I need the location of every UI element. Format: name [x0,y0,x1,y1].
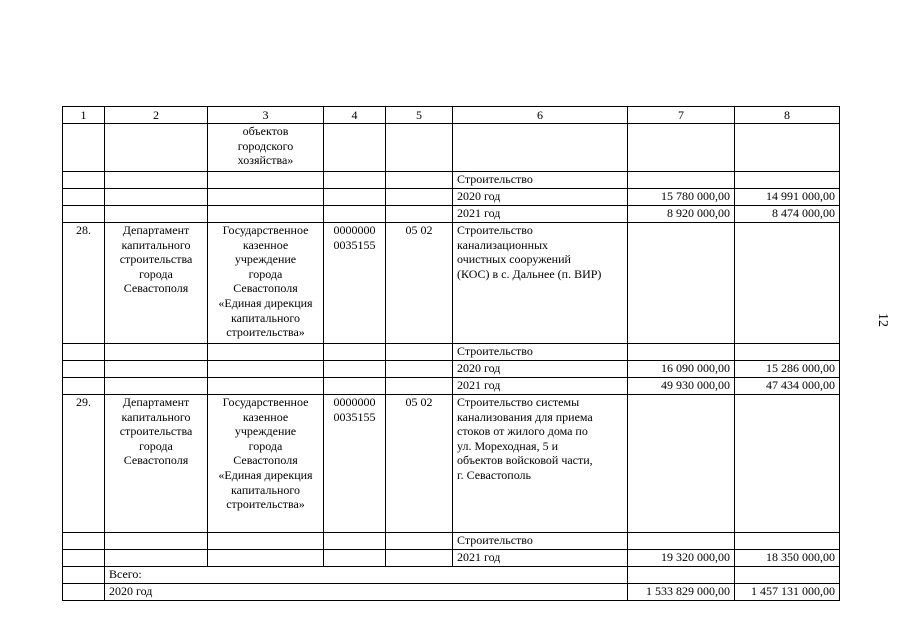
table-cell-col1: 28. [63,223,105,344]
table-cell-col7 [628,172,735,189]
table-cell-col7 [628,567,735,584]
column-header-4: 4 [324,107,386,124]
table-cell-col4 [324,344,386,361]
table-cell-col7: 49 930 000,00 [628,378,735,395]
table-cell-col1 [63,189,105,206]
table-cell-col2 [105,172,208,189]
table-cell-col3 [208,172,324,189]
table-cell-col5 [386,206,453,223]
table-cell-col6: Строительство системы канализования для приема стоков от жилого дома по ул. Мореходная, 5 и объектов войсковой части, г. Севастополь [453,395,628,533]
table-cell-col3 [208,189,324,206]
table-cell-col4 [324,550,386,567]
table-cell-col4 [324,378,386,395]
table-cell-col4 [324,172,386,189]
table-cell-col7: 8 920 000,00 [628,206,735,223]
table-cell-col6: 2021 год [453,550,628,567]
table-cell-col8: 15 286 000,00 [735,361,840,378]
table-row [63,533,840,550]
table-cell-col6: Строительство канализационных очистных сооружений (КОС) в с. Дальнее (п. ВИР) [453,223,628,344]
table-cell-col3 [208,378,324,395]
column-header-2: 2 [105,107,208,124]
table-cell-col5 [386,344,453,361]
table-cell-col4 [324,124,386,172]
table-row-entry [63,395,840,533]
table-cell-col8 [735,172,840,189]
table-cell-col3 [208,344,324,361]
table-cell-col2 [105,124,208,172]
table-cell-col7 [628,395,735,533]
table-row [63,189,840,206]
table-cell-col5 [386,124,453,172]
table-cell-col6: 2021 год [453,378,628,395]
table-row [63,361,840,378]
table-cell-col1 [63,378,105,395]
table-cell-col1 [63,584,105,601]
table-row-entry [63,223,840,344]
table-cell-col2 [105,550,208,567]
table-cell-col1 [63,361,105,378]
table-row [63,344,840,361]
table-cell-col2 [105,206,208,223]
table-cell-col8 [735,124,840,172]
table-row [63,550,840,567]
table-cell-col5 [386,378,453,395]
table-cell-col6: Строительство [453,172,628,189]
table-cell-col1 [63,206,105,223]
column-header-1: 1 [63,107,105,124]
column-header-5: 5 [386,107,453,124]
table-cell-col2: Департамент капитального строительства города Севастополя [105,395,208,533]
table-cell-col7: 19 320 000,00 [628,550,735,567]
table-cell-col3: объектов городского хозяйства» [208,124,324,172]
table-cell-col2 [105,533,208,550]
table-cell-col7 [628,223,735,344]
table-cell-col6: 2020 год [453,189,628,206]
table-cell-col4: 0000000 0035155 [324,223,386,344]
table-cell-col6: Строительство [453,533,628,550]
table-cell-col1 [63,344,105,361]
total-year-label: 2020 год [105,584,628,601]
table-cell-col1 [63,124,105,172]
table-cell-col5 [386,172,453,189]
table-cell-col7: 16 090 000,00 [628,361,735,378]
column-header-7: 7 [628,107,735,124]
table-cell-col3: Государственное казенное учреждение города Севастополя «Единая дирекция капитального строительства» [208,395,324,533]
table-cell-col1: 29. [63,395,105,533]
table-cell-col1 [63,550,105,567]
table-cell-col6: 2020 год [453,361,628,378]
table-header-row [63,107,840,124]
table-cell-col5: 05 02 [386,223,453,344]
table-row [63,378,840,395]
table-cell-col3 [208,550,324,567]
budget-table [62,106,840,601]
table-cell-col7: 15 780 000,00 [628,189,735,206]
column-header-6: 6 [453,107,628,124]
total-label: Всего: [105,567,628,584]
table-cell-col3 [208,533,324,550]
table-cell-col5: 05 02 [386,395,453,533]
column-header-3: 3 [208,107,324,124]
column-header-8: 8 [735,107,840,124]
table-cell-col7 [628,344,735,361]
table-cell-col2 [105,189,208,206]
table-cell-col2 [105,361,208,378]
total-row [63,567,840,584]
page-number: 12 [875,313,890,327]
table-cell-col4 [324,533,386,550]
table-cell-col3: Государственное казенное учреждение города Севастополя «Единая дирекция капитального строительства» [208,223,324,344]
table-cell-col8: 8 474 000,00 [735,206,840,223]
table-cell-col2 [105,378,208,395]
table-row [63,124,840,172]
table-cell-col1 [63,533,105,550]
table-cell-col7 [628,533,735,550]
table-cell-col1 [63,567,105,584]
table-cell-col4 [324,361,386,378]
table-cell-col2 [105,344,208,361]
table-cell-col8: 18 350 000,00 [735,550,840,567]
table-cell-col3 [208,361,324,378]
table-cell-col8 [735,567,840,584]
table-row [63,206,840,223]
total-year-row [63,584,840,601]
table-cell-col6: 2021 год [453,206,628,223]
table-cell-col7 [628,124,735,172]
table-cell-col5 [386,361,453,378]
total-amount-col7: 1 533 829 000,00 [628,584,735,601]
table-cell-col6 [453,124,628,172]
table-cell-col5 [386,189,453,206]
table-cell-col5 [386,533,453,550]
table-cell-col2: Департамент капитального строительства города Севастополя [105,223,208,344]
table-cell-col8: 14 991 000,00 [735,189,840,206]
table-cell-col8 [735,533,840,550]
table-cell-col4: 0000000 0035155 [324,395,386,533]
table-cell-col8 [735,344,840,361]
table-cell-col3 [208,206,324,223]
table-cell-col1 [63,172,105,189]
table-cell-col5 [386,550,453,567]
table-cell-col4 [324,189,386,206]
table-cell-col8: 47 434 000,00 [735,378,840,395]
table-cell-col4 [324,206,386,223]
table-cell-col8 [735,395,840,533]
total-amount-col8: 1 457 131 000,00 [735,584,840,601]
table-cell-col6: Строительство [453,344,628,361]
table-row [63,172,840,189]
table-cell-col8 [735,223,840,344]
